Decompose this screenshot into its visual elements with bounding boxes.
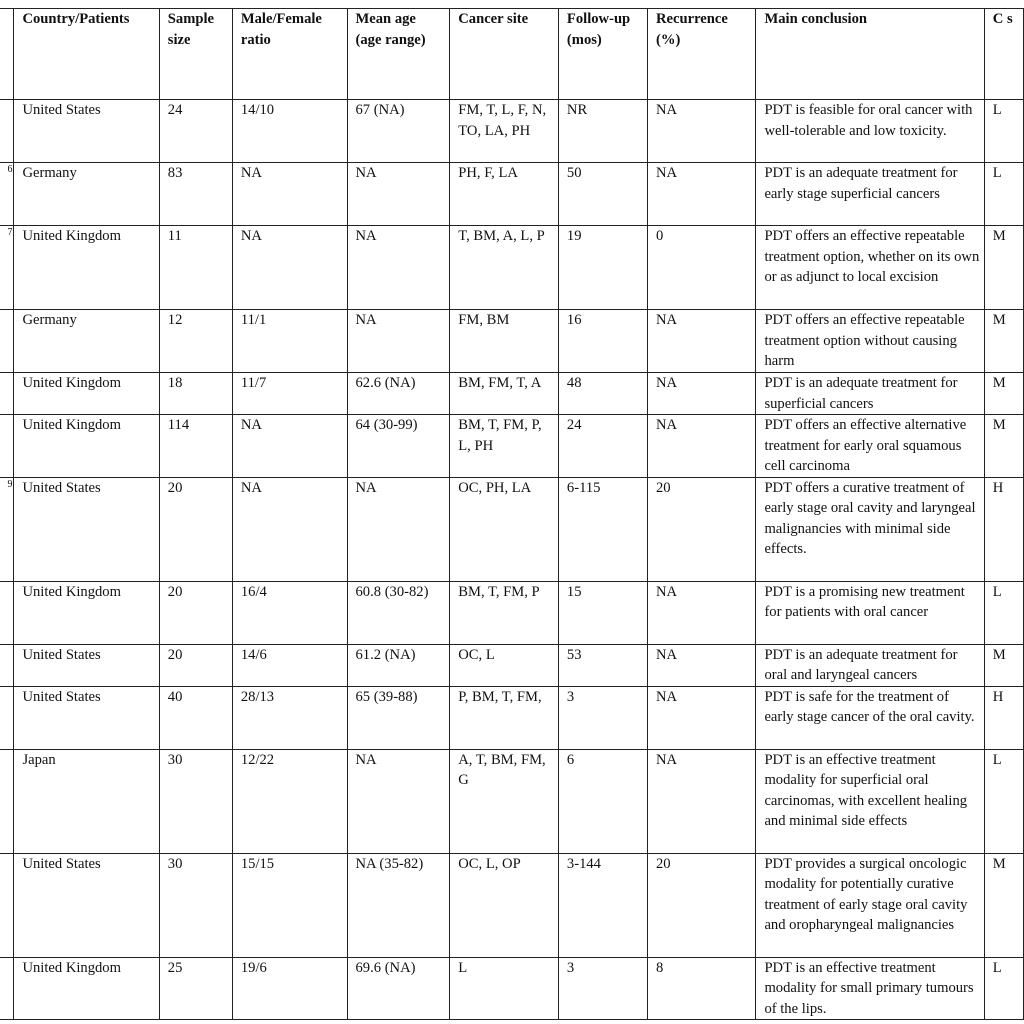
cell-conclusion: PDT is an effective treatment modality for small primary tumours of the lips. xyxy=(756,957,984,1020)
cell-mean-age: 62.6 (NA) xyxy=(347,373,450,415)
cell-cancer-site: P, BM, T, FM, xyxy=(450,686,559,749)
cell-conclusion: PDT is an adequate treatment for superficial cancers xyxy=(756,373,984,415)
cell-ref xyxy=(0,581,14,644)
cell-country: United Kingdom xyxy=(14,373,159,415)
cell-mean-age: 64 (30-99) xyxy=(347,415,450,478)
header-last-col: C s xyxy=(984,9,1023,100)
cell-last: H xyxy=(984,477,1023,581)
cell-conclusion: PDT is feasible for oral cancer with well-tolerable and low toxicity. xyxy=(756,100,984,163)
cell-conclusion: PDT is an effective treatment modality for superficial oral carcinomas, with excellent healing and minimal side effects xyxy=(756,749,984,853)
table-row xyxy=(0,373,1024,415)
cell-last: H xyxy=(984,686,1023,749)
cell-cancer-site: A, T, BM, FM, G xyxy=(450,749,559,853)
table-body xyxy=(0,100,1024,1020)
cell-mean-age: NA xyxy=(347,163,450,226)
cell-sample-size: 83 xyxy=(159,163,232,226)
table-container xyxy=(0,8,1024,1020)
cell-mean-age: NA (35-82) xyxy=(347,853,450,957)
cell-mean-age: NA xyxy=(347,749,450,853)
cell-recurrence: NA xyxy=(648,163,756,226)
cell-last: M xyxy=(984,853,1023,957)
cell-cancer-site: BM, T, FM, P xyxy=(450,581,559,644)
cell-country: United Kingdom xyxy=(14,415,159,478)
cell-sample-size: 11 xyxy=(159,226,232,310)
cell-country: United States xyxy=(14,644,159,686)
cell-ref xyxy=(0,957,14,1020)
cell-sample-size: 30 xyxy=(159,853,232,957)
header-main-conclusion: Main conclusion xyxy=(756,9,984,100)
cell-recurrence: NA xyxy=(648,686,756,749)
cell-follow-up: 15 xyxy=(558,581,647,644)
cell-mean-age: 69.6 (NA) xyxy=(347,957,450,1020)
cell-ref xyxy=(0,373,14,415)
cell-sample-size: 25 xyxy=(159,957,232,1020)
cell-last: L xyxy=(984,749,1023,853)
cell-recurrence: NA xyxy=(648,644,756,686)
header-country: Country/Patients xyxy=(14,9,159,100)
cell-recurrence: NA xyxy=(648,373,756,415)
cell-mean-age: 65 (39-88) xyxy=(347,686,450,749)
cell-follow-up: 6-115 xyxy=(558,477,647,581)
table-row xyxy=(0,226,1024,310)
table-row xyxy=(0,749,1024,853)
header-cancer-site: Cancer site xyxy=(450,9,559,100)
cell-ratio: 11/1 xyxy=(232,310,347,373)
cell-last: M xyxy=(984,310,1023,373)
cell-last: L xyxy=(984,581,1023,644)
cell-follow-up: NR xyxy=(558,100,647,163)
cell-ref: 9 xyxy=(0,477,14,581)
cell-ratio: NA xyxy=(232,477,347,581)
cell-follow-up: 3 xyxy=(558,957,647,1020)
cell-mean-age: NA xyxy=(347,226,450,310)
cell-conclusion: PDT provides a surgical oncologic modality for potentially curative treatment of early stage oral cavity and oropharyngeal malignancies xyxy=(756,853,984,957)
cell-cancer-site: FM, BM xyxy=(450,310,559,373)
study-table xyxy=(0,8,1024,1020)
table-row xyxy=(0,957,1024,1020)
cell-country: Japan xyxy=(14,749,159,853)
cell-conclusion: PDT offers an effective repeatable treatment option without causing harm xyxy=(756,310,984,373)
cell-ratio: 28/13 xyxy=(232,686,347,749)
header-sample-size: Sample size xyxy=(159,9,232,100)
cell-ref xyxy=(0,686,14,749)
cell-sample-size: 24 xyxy=(159,100,232,163)
cell-follow-up: 24 xyxy=(558,415,647,478)
cell-recurrence: 8 xyxy=(648,957,756,1020)
cell-sample-size: 114 xyxy=(159,415,232,478)
cell-conclusion: PDT offers an effective repeatable treatment option, whether on its own or as adjunct to local excision xyxy=(756,226,984,310)
cell-last: L xyxy=(984,100,1023,163)
cell-country: United States xyxy=(14,100,159,163)
cell-recurrence: 20 xyxy=(648,853,756,957)
cell-ratio: NA xyxy=(232,415,347,478)
cell-ref xyxy=(0,749,14,853)
table-row xyxy=(0,581,1024,644)
cell-ref xyxy=(0,853,14,957)
header-mean-age: Mean age (age range) xyxy=(347,9,450,100)
cell-country: United Kingdom xyxy=(14,581,159,644)
cell-last: M xyxy=(984,373,1023,415)
table-row xyxy=(0,163,1024,226)
cell-conclusion: PDT offers an effective alternative treatment for early oral squamous cell carcinoma xyxy=(756,415,984,478)
cell-cancer-site: BM, T, FM, P, L, PH xyxy=(450,415,559,478)
cell-sample-size: 40 xyxy=(159,686,232,749)
cell-cancer-site: OC, PH, LA xyxy=(450,477,559,581)
cell-ref xyxy=(0,310,14,373)
cell-mean-age: 67 (NA) xyxy=(347,100,450,163)
table-row xyxy=(0,477,1024,581)
cell-ratio: 15/15 xyxy=(232,853,347,957)
cell-country: Germany xyxy=(14,310,159,373)
cell-cancer-site: OC, L, OP xyxy=(450,853,559,957)
cell-conclusion: PDT is an adequate treatment for oral and laryngeal cancers xyxy=(756,644,984,686)
cell-sample-size: 20 xyxy=(159,644,232,686)
cell-sample-size: 30 xyxy=(159,749,232,853)
header-row xyxy=(0,9,1024,100)
cell-follow-up: 48 xyxy=(558,373,647,415)
cell-recurrence: NA xyxy=(648,581,756,644)
cell-ratio: 12/22 xyxy=(232,749,347,853)
cell-last: M xyxy=(984,644,1023,686)
cell-ratio: 11/7 xyxy=(232,373,347,415)
cell-ref xyxy=(0,100,14,163)
cell-recurrence: NA xyxy=(648,415,756,478)
cell-conclusion: PDT is a promising new treatment for patients with oral cancer xyxy=(756,581,984,644)
cell-ratio: NA xyxy=(232,163,347,226)
cell-country: United States xyxy=(14,686,159,749)
cell-ratio: 16/4 xyxy=(232,581,347,644)
cell-sample-size: 18 xyxy=(159,373,232,415)
cell-mean-age: 60.8 (30-82) xyxy=(347,581,450,644)
table-row xyxy=(0,686,1024,749)
cell-last: M xyxy=(984,415,1023,478)
cell-ratio: 14/6 xyxy=(232,644,347,686)
cell-follow-up: 19 xyxy=(558,226,647,310)
table-row xyxy=(0,310,1024,373)
cell-ref xyxy=(0,644,14,686)
cell-ref: 7 xyxy=(0,226,14,310)
cell-mean-age: 61.2 (NA) xyxy=(347,644,450,686)
cell-country: Germany xyxy=(14,163,159,226)
cell-sample-size: 20 xyxy=(159,477,232,581)
cell-mean-age: NA xyxy=(347,310,450,373)
cell-follow-up: 3-144 xyxy=(558,853,647,957)
cell-recurrence: NA xyxy=(648,100,756,163)
table-row xyxy=(0,853,1024,957)
cell-last: L xyxy=(984,163,1023,226)
cell-ratio: NA xyxy=(232,226,347,310)
header-recurrence: Recurrence (%) xyxy=(648,9,756,100)
cell-ref xyxy=(0,415,14,478)
cell-cancer-site: OC, L xyxy=(450,644,559,686)
cell-cancer-site: PH, F, LA xyxy=(450,163,559,226)
cell-sample-size: 20 xyxy=(159,581,232,644)
cell-country: United States xyxy=(14,477,159,581)
cell-cancer-site: FM, T, L, F, N, TO, LA, PH xyxy=(450,100,559,163)
cell-recurrence: 20 xyxy=(648,477,756,581)
cell-follow-up: 16 xyxy=(558,310,647,373)
cell-follow-up: 50 xyxy=(558,163,647,226)
cell-cancer-site: BM, FM, T, A xyxy=(450,373,559,415)
table-row xyxy=(0,415,1024,478)
cell-follow-up: 6 xyxy=(558,749,647,853)
cell-mean-age: NA xyxy=(347,477,450,581)
cell-ratio: 14/10 xyxy=(232,100,347,163)
cell-conclusion: PDT is an adequate treatment for early stage superficial cancers xyxy=(756,163,984,226)
cell-follow-up: 3 xyxy=(558,686,647,749)
cell-recurrence: 0 xyxy=(648,226,756,310)
table-row xyxy=(0,644,1024,686)
cell-conclusion: PDT offers a curative treatment of early stage oral cavity and laryngeal malignancies with minimal side effects. xyxy=(756,477,984,581)
cell-recurrence: NA xyxy=(648,749,756,853)
cell-conclusion: PDT is safe for the treatment of early stage cancer of the oral cavity. xyxy=(756,686,984,749)
cell-country: United States xyxy=(14,853,159,957)
cell-country: United Kingdom xyxy=(14,957,159,1020)
cell-cancer-site: L xyxy=(450,957,559,1020)
header-ratio: Male/Female ratio xyxy=(232,9,347,100)
cell-last: L xyxy=(984,957,1023,1020)
cell-recurrence: NA xyxy=(648,310,756,373)
cell-sample-size: 12 xyxy=(159,310,232,373)
header-ref xyxy=(0,9,14,100)
cell-ratio: 19/6 xyxy=(232,957,347,1020)
header-follow-up: Follow-up (mos) xyxy=(558,9,647,100)
cell-last: M xyxy=(984,226,1023,310)
cell-ref: 6 xyxy=(0,163,14,226)
table-row xyxy=(0,100,1024,163)
cell-country: United Kingdom xyxy=(14,226,159,310)
cell-cancer-site: T, BM, A, L, P xyxy=(450,226,559,310)
cell-follow-up: 53 xyxy=(558,644,647,686)
